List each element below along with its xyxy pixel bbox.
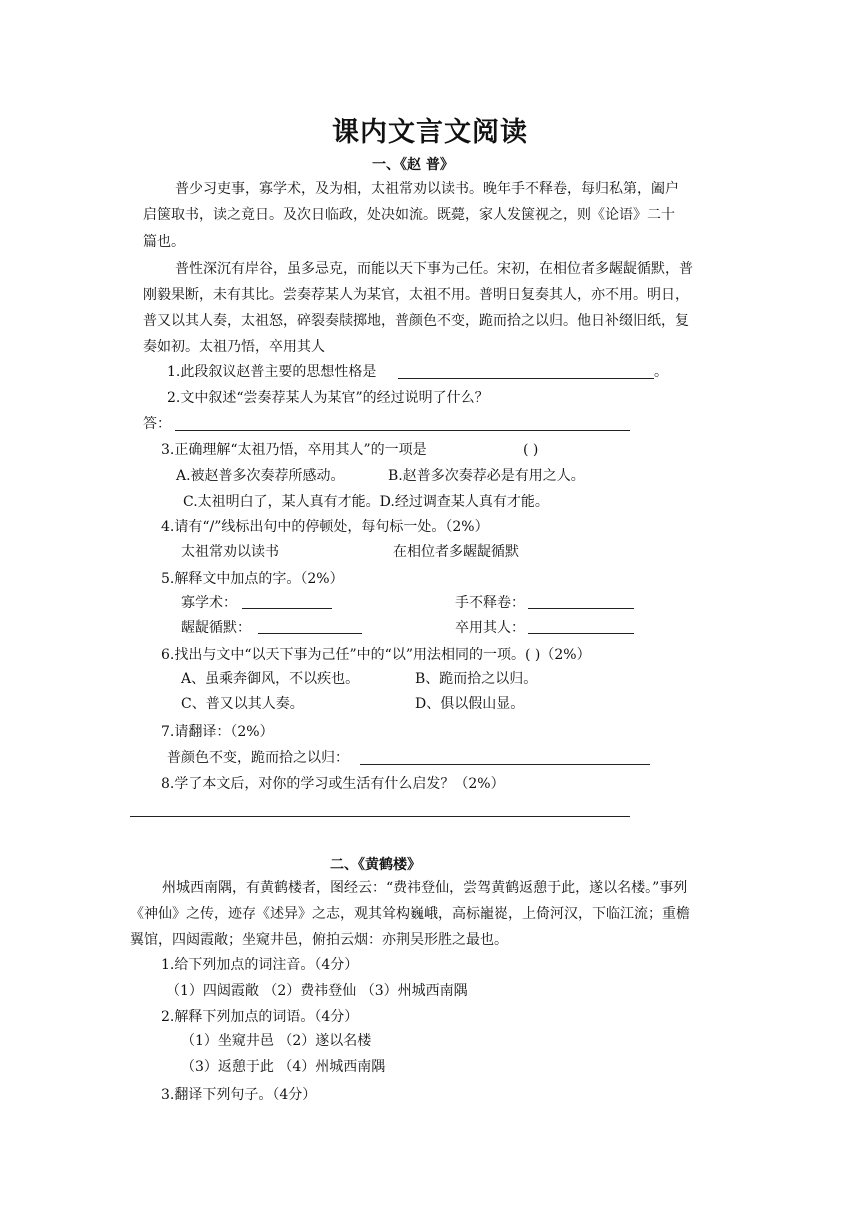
s1-q3: 3.正确理解“太祖乃悟，卒用其人”的一项是: [161, 442, 427, 458]
s1-para2-line1: 普性深沉有岸谷，虽多忌克，而能以天下事为己任。宋初，在相位者多龌龊循默，普: [175, 261, 693, 277]
s2-q2-row1: （1）坐窥井邑 （2）遂以名楼: [181, 1033, 372, 1049]
s1-q5-item2: 手不释卷：: [455, 595, 525, 611]
page-title: 课内文言文阅读: [332, 117, 528, 148]
s2-q3: 3.翻译下列句子。（4分）: [161, 1087, 317, 1103]
s1-q3-option-a: A.被赵普多次奏荐所感动。: [176, 468, 345, 484]
s1-q6-option-d: D、俱以假山显。: [415, 696, 525, 712]
s2-para-line2: 《神仙》之传，迹存《述异》之志，观其耸构巍峨，高标巃嵸，上倚河汉，下临江流；重檐: [130, 906, 690, 922]
s1-q8: 8.学了本文后，对你的学习或生活有什么启发？（2%）: [161, 776, 505, 792]
s1-q2: 2.文中叙述“尝奏荐某人为某官”的经过说明了什么？: [167, 390, 489, 406]
s1-q4-sentence-b: 在相位者多龌龊循默: [393, 544, 519, 560]
s1-q6: 6.找出与文中“以天下事为己任”中的“以”用法相同的一项。( )（2%）: [161, 647, 591, 663]
s1-para1-line1: 普少习吏事，寡学术，及为相，太祖常劝以读书。晚年手不释卷，每归私第，阖户: [175, 181, 679, 197]
s1-q3-paren: ( ): [523, 442, 539, 458]
s1-para2-line3: 普又以其人奏，太祖怒，碎裂奏牍掷地，普颜色不变，跪而拾之以归。他日补缀旧纸，复: [143, 313, 689, 329]
s2-para-line1: 州城西南隅，有黄鹤楼者，图经云：“费祎登仙，尝驾黄鹤返憩于此，遂以名楼。”事列: [162, 880, 688, 896]
s1-q3-option-cd: C.太祖明白了，某人真有才能。D.经过调查某人真有才能。: [183, 494, 549, 510]
s1-para1-line3: 篇也。: [143, 234, 185, 250]
s1-q1: 1.此段叙议赵普主要的思想性格是: [167, 364, 377, 380]
s1-q2-answer-label: 答：: [143, 416, 171, 432]
s1-para2-line4: 奏如初。太祖乃悟，卒用其人: [143, 339, 325, 355]
s1-q5-item2-line[interactable]: [528, 608, 634, 609]
s1-q3-option-b: B.赵普多次奏荐必是有用之人。: [388, 468, 585, 484]
s1-para1-line2: 启箧取书，读之竟日。及次日临政，处决如流。既薨，家人发箧视之，则《论语》二十: [143, 207, 675, 223]
s1-q5-item1-line[interactable]: [242, 608, 332, 609]
s1-q5: 5.解释文中加点的字。（2%）: [161, 571, 344, 587]
s1-q1-answer-line[interactable]: [398, 378, 654, 379]
s1-q6-option-b: B、跪而拾之以归。: [415, 671, 538, 687]
s1-q8-answer-line[interactable]: [130, 816, 630, 817]
s1-q5-item4-line[interactable]: [528, 633, 634, 634]
s1-para2-line2: 刚毅果断，未有其比。尝奏荐某人为某官，太祖不用。普明日复奏其人，亦不用。明日，: [143, 287, 689, 303]
s1-q6-option-c: C、普又以其人奏。: [181, 696, 304, 712]
s2-q2: 2.解释下列加点的词语。（4分）: [161, 1009, 359, 1025]
s1-q6-option-a: A、虽乘奔御风，不以疾也。: [181, 671, 360, 687]
s2-q1: 1.给下列加点的词注音。（4分）: [161, 957, 359, 973]
s1-q4-sentence-a: 太祖常劝以读书: [181, 544, 279, 560]
section-1-heading: 一、《赵 普》: [372, 157, 454, 173]
s2-para-line3: 翼馆，四闼霞敞；坐窥井邑，俯拍云烟：亦荆吴形胜之最也。: [130, 932, 508, 948]
s2-q1-items: （1）四闼霞敞 （2）费祎登仙 （3）州城西南隅: [166, 983, 468, 999]
s1-q7: 7.请翻译：（2%）: [161, 724, 274, 740]
s1-q7-answer-line[interactable]: [360, 764, 650, 765]
s1-q5-item1: 寡学术：: [181, 595, 237, 611]
s1-q5-item4: 卒用其人：: [455, 620, 525, 636]
s1-q2-answer-line[interactable]: [175, 430, 630, 431]
s1-q7-sentence: 普颜色不变，跪而拾之以归：: [167, 750, 349, 766]
s1-q4: 4.请有“/”线标出句中的停顿处，每句标一处。（2%）: [161, 519, 489, 535]
s1-q1-end: 。: [654, 364, 668, 380]
s1-q5-item3: 龌龊循默：: [181, 620, 251, 636]
s2-q2-row2: （3）返憩于此 （4）州城西南隅: [181, 1059, 386, 1075]
s1-q5-item3-line[interactable]: [258, 633, 362, 634]
section-2-heading: 二、《黄鹤楼》: [330, 857, 421, 873]
